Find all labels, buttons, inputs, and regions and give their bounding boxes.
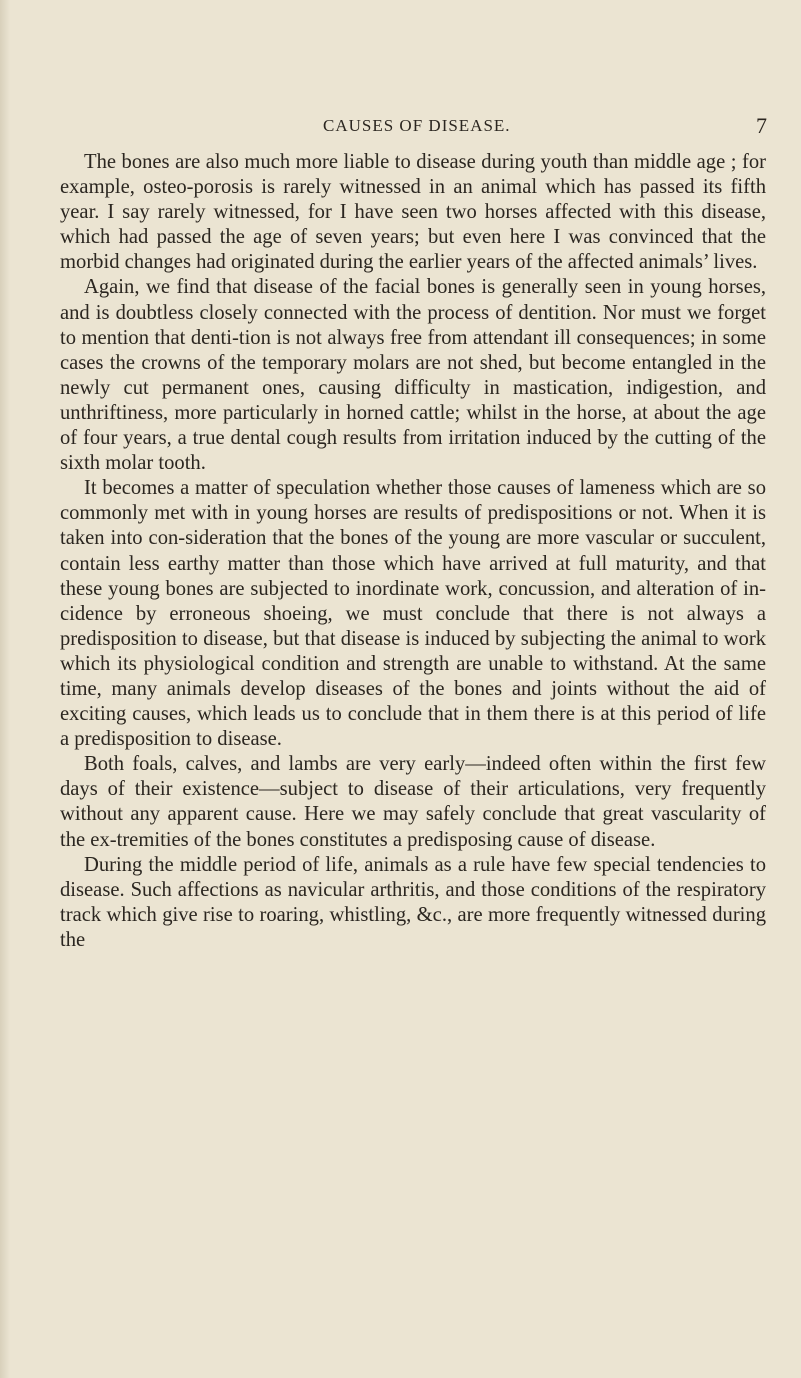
body-text — [60, 150, 766, 953]
page-edge-shadow — [0, 0, 10, 1378]
paragraph: Again, we find that disease of the facial bones is generally seen in young horses, and is doubtless closely connected with the process of dentition. Nor must we forget to mention that denti-tion is not always free from attendant ill consequences; in some cases the crowns of the temporary molars are not shed, but become entangled in the newly cut permanent ones, causing difficulty in mastication, indigestion, and unthriftiness, more particularly in horned cattle; whilst in the horse, at about the age of four years, a true dental cough results from irritation induced by the cutting of the sixth molar tooth. — [60, 276, 766, 475]
paragraph: Both foals, calves, and lambs are very early—indeed often within the first few days of their existence—subject to disease of their articulations, very frequently without any apparent cause. Here we may safely conclude that great vascularity of the ex-tremities of the bones constitutes a predisposing cause of disease. — [60, 753, 766, 851]
paragraph: The bones are also much more liable to disease during youth than middle age ; for example, osteo-porosis is rarely witnessed in an animal which has passed its fifth year. I say rarely witnessed, for I have seen two horses affected with this disease, which had passed the age of seven years; but even here I was convinced that the morbid changes had originated during the earlier years of the affected animals’ lives. — [60, 151, 766, 274]
running-title: CAUSES OF DISEASE. — [323, 116, 511, 135]
paragraph: During the middle period of life, animals as a rule have few special tendencies to disease. Such affections as navicular arthritis, and those conditions of the respiratory track which give rise to roaring, whistling, &c., are more frequently witnessed during the — [60, 853, 766, 951]
page-number: 7 — [756, 113, 767, 138]
paragraph: It becomes a matter of speculation whether those causes of lameness which are so commonly met with in young horses are results of predispositions or not. When it is taken into con-sideration that the bones of the young are more vascular or succulent, contain less earthy matter than those which have arrived at full maturity, and that these young bones are subjected to inordinate work, concussion, and alteration of in-cidence by erroneous shoeing, we must conclude that there is not always a predisposition to disease, but that disease is induced by subjecting the animal to work which its physiological condition and strength are unable to withstand. At the same time, many animals develop diseases of the bones and joints without the aid of exciting causes, which leads us to conclude that in them there is at this period of life a predisposition to disease. — [60, 477, 766, 751]
running-head — [0, 113, 801, 140]
